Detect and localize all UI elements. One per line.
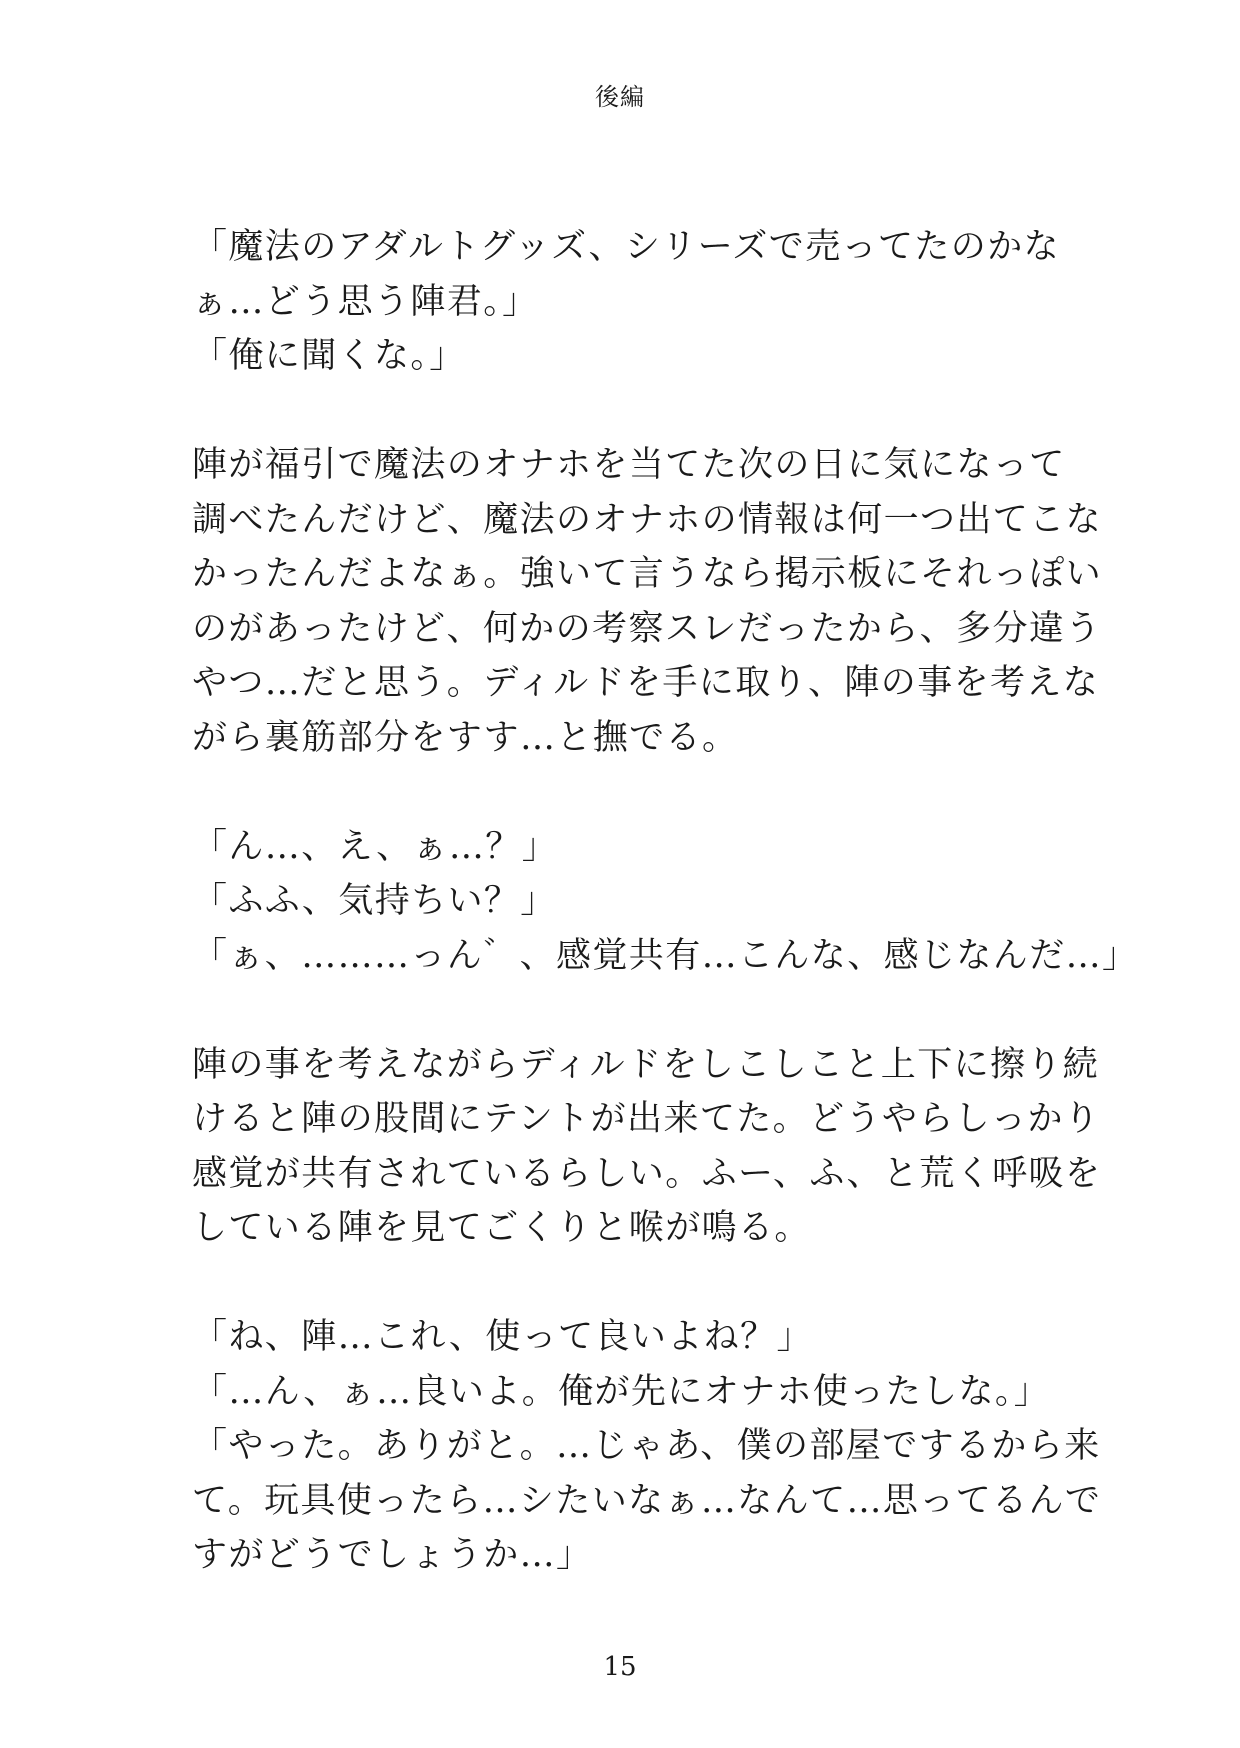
- text-line: のがあったけど、何かの考察スレだったから、多分違う: [192, 608, 1102, 649]
- text-line: している陣を見てごくりと喉が鳴る。: [192, 1208, 811, 1248]
- text-line: がら裏筋部分をすす…と撫でる。: [192, 717, 739, 758]
- text-line: ぁ…どう思う陣君。」: [192, 281, 539, 322]
- text-line: て。玩具使ったら…シたいなぁ…なんて…思ってるんで: [192, 1480, 1102, 1521]
- text-line: 「ふふ、気持ちい？」: [192, 881, 557, 921]
- text-line: 「ね、陣…これ、使って良いよね？」: [192, 1317, 813, 1357]
- text-line: 「ぁ、………っん゛、感覚共有…こんな、感じなんだ…」: [192, 935, 1139, 976]
- paragraph-gap: [192, 1256, 1072, 1311]
- text-line: かったんだよなぁ。強いて言うなら掲示板にそれっぽい: [192, 554, 1103, 594]
- text-line: 「俺に聞くな。」: [192, 336, 466, 376]
- text-line: やつ…だと思う。ディルドを手に取り、陣の事を考えな: [192, 663, 1100, 703]
- text-line: 感覚が共有されているらしい。ふー、ふ、と荒く呼吸を: [192, 1153, 1102, 1194]
- body-text: [192, 220, 1139, 1583]
- text-line: 陣の事を考えながらディルドをしこしこと上下に擦り続: [192, 1044, 1100, 1085]
- text-line: 「魔法のアダルトグッズ、シリーズで売ってたのかな: [192, 227, 1061, 267]
- text-line: 陣が福引で魔法のオナホを当てた次の日に気になって: [192, 445, 1066, 485]
- text-line: 「ん…、え、ぁ…？」: [192, 826, 559, 867]
- text-line: 調べたんだけど、魔法のオナホの情報は何一つ出てこな: [192, 499, 1103, 540]
- page-number: 15: [603, 1652, 637, 1682]
- chapter-header: 後編: [595, 83, 645, 111]
- paragraph-gap: [192, 765, 1072, 820]
- text-line: 「やった。ありがと。…じゃあ、僕の部屋でするから来: [192, 1426, 1101, 1466]
- paragraph-gap: [192, 983, 1072, 1038]
- text-line: 「…ん、ぁ…良いよ。俺が先にオナホ使ったしな。」: [192, 1371, 1051, 1412]
- paragraph-gap: [192, 384, 1072, 439]
- text-line: けると陣の股間にテントが出来てた。どうやらしっかり: [192, 1099, 1101, 1139]
- text-line: すがどうでしょうか…」: [192, 1535, 593, 1575]
